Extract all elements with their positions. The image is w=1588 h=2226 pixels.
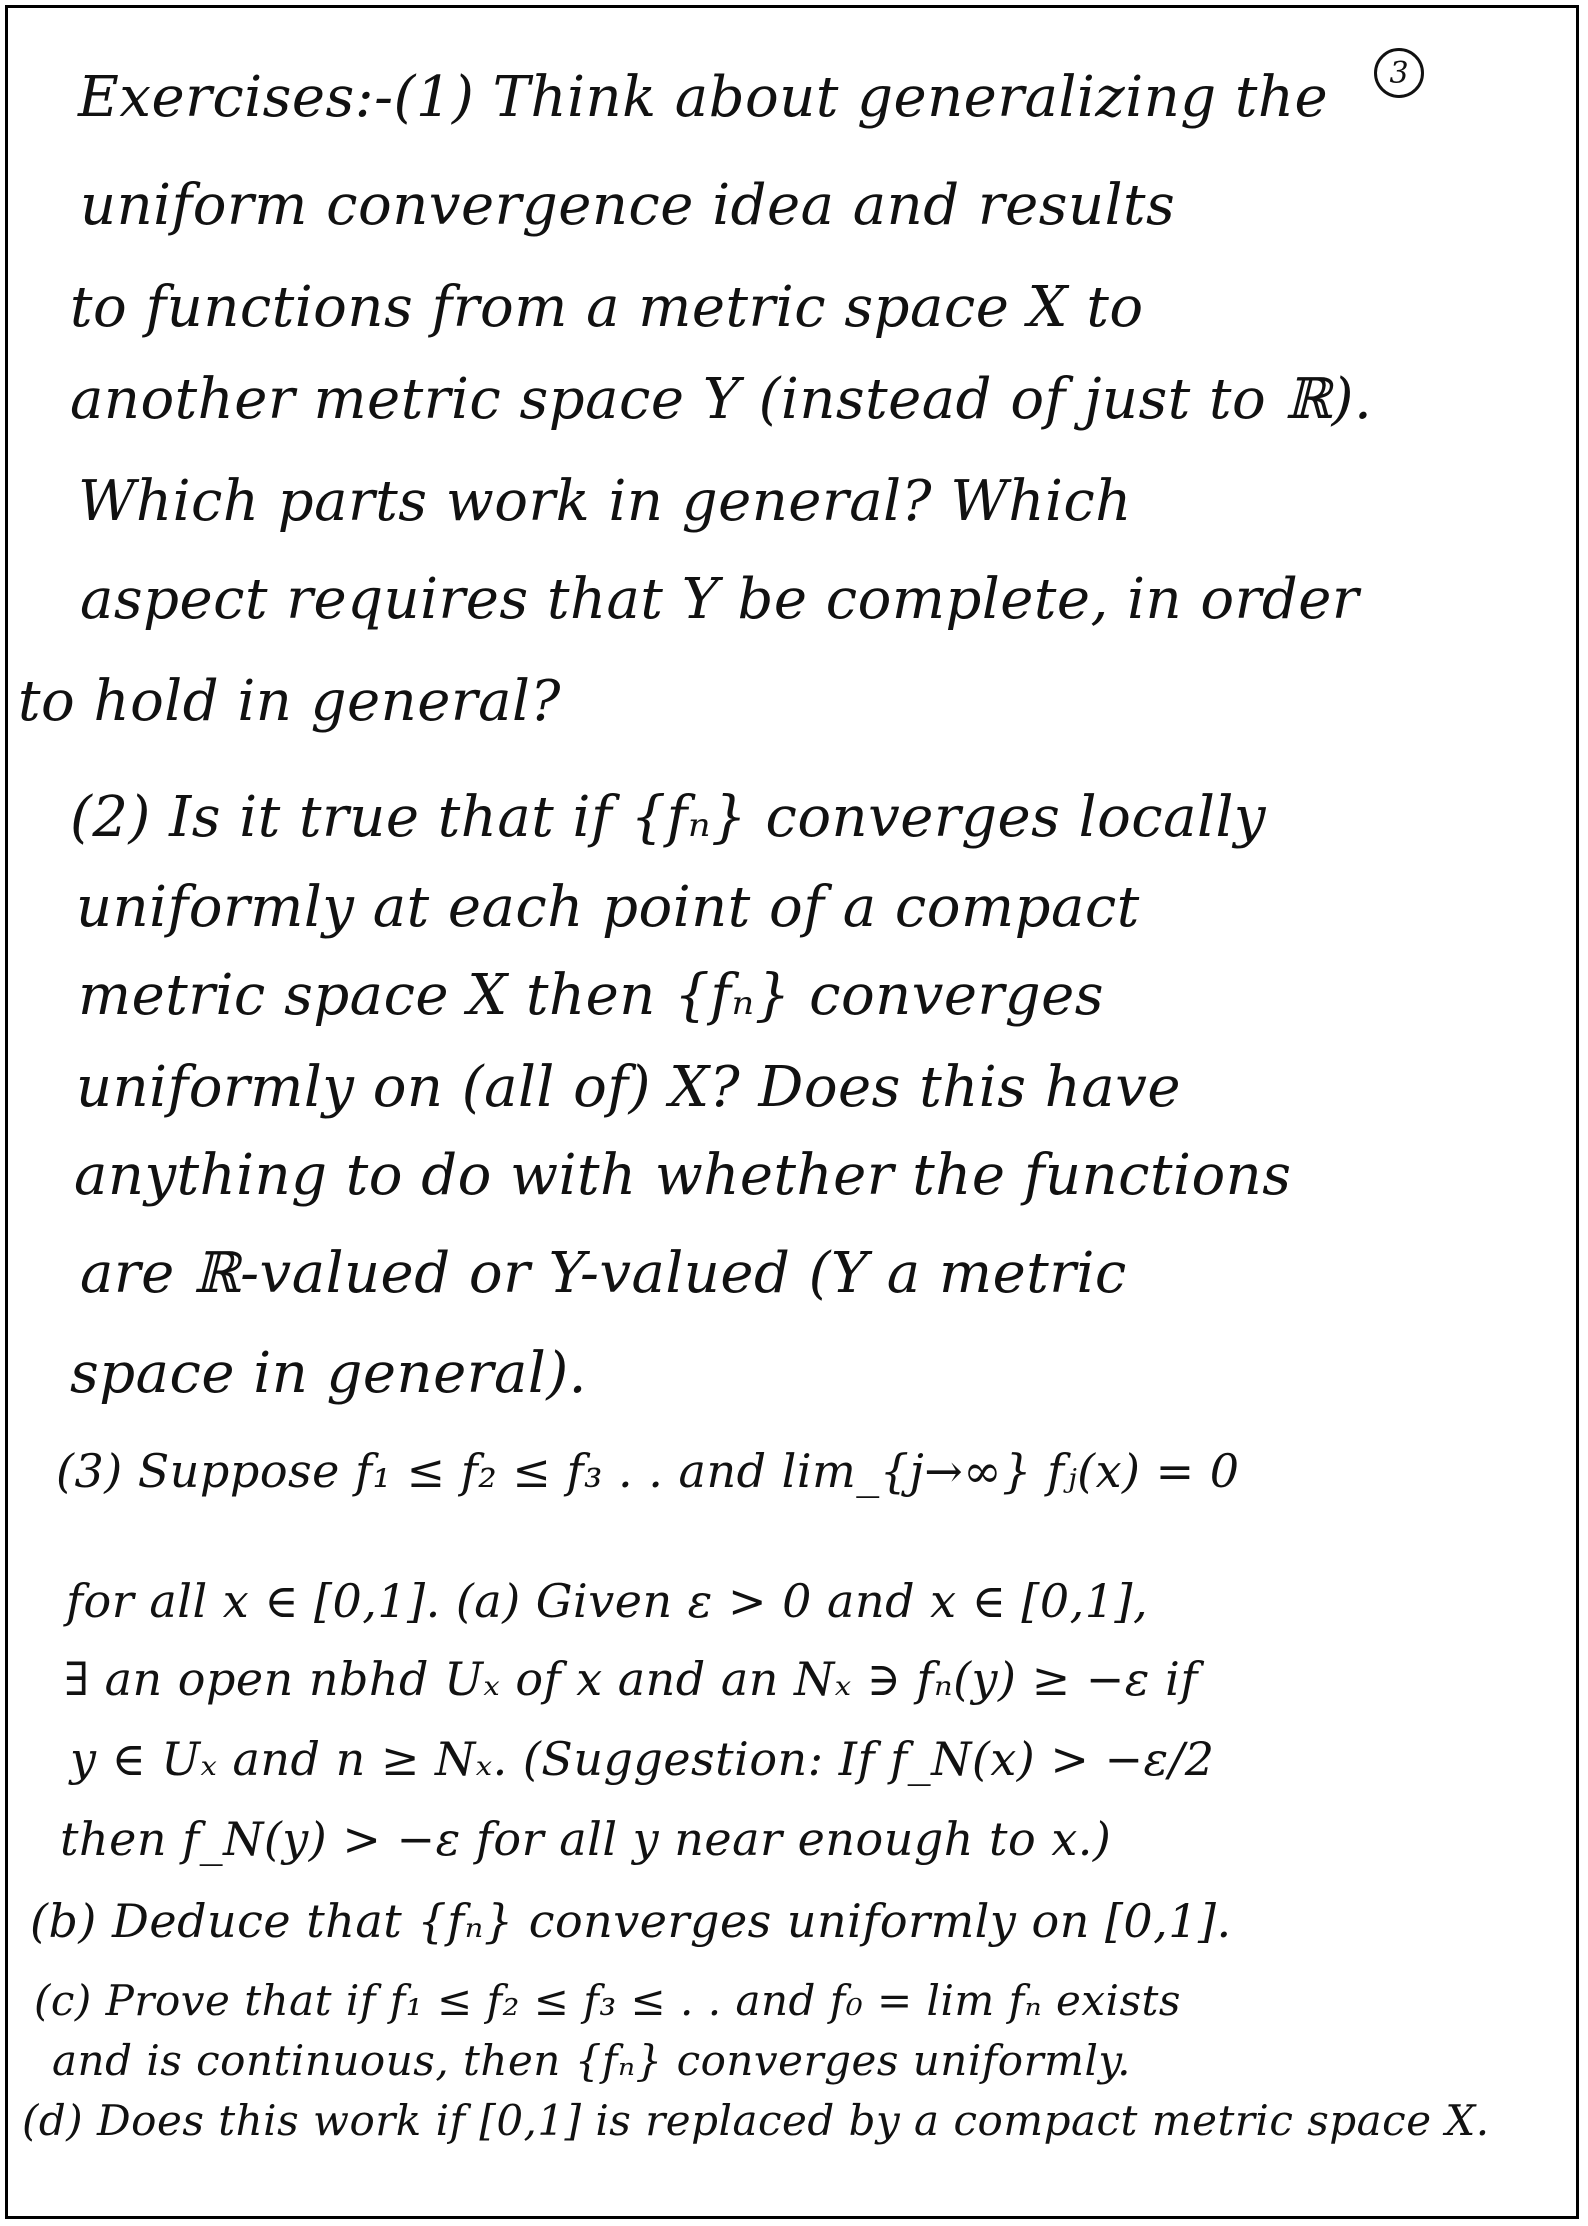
text-line: to hold in general? (18, 669, 561, 734)
text-line: space in general). (70, 1341, 587, 1406)
text-line: are ℝ-valued or Y-valued (Y a metric (80, 1241, 1127, 1306)
text-line: uniformly at each point of a compact (76, 875, 1140, 940)
text-line: (c) Prove that if f₁ ≤ f₂ ≤ f₃ ≤ . . and f₀ = lim fₙ exists (34, 1976, 1181, 2025)
text-line: ∃ an open nbhd Uₓ of x and an Nₓ ∋ fₙ(y) ≥ −ε if (64, 1652, 1198, 1706)
text-line: Exercises:-(1) Think about generalizing the (78, 65, 1329, 130)
text-line: uniform convergence idea and results (80, 173, 1176, 238)
text-line: aspect requires that Y be complete, in order (80, 567, 1360, 632)
text-line: to functions from a metric space X to (70, 275, 1144, 340)
text-line: for all x ∈ [0,1]. (a) Given ε > 0 and x ∈ [0,1], (66, 1574, 1149, 1628)
text-line: another metric space Y (instead of just to ℝ). (70, 367, 1373, 432)
text-line: (3) Suppose f₁ ≤ f₂ ≤ f₃ . . and lim_{j→∞} fⱼ(x) = 0 (56, 1444, 1240, 1498)
text-line: (b) Deduce that {fₙ} converges uniformly on [0,1]. (30, 1894, 1232, 1948)
text-line: anything to do with whether the functions (74, 1143, 1292, 1208)
text-line: (d) Does this work if [0,1] is replaced by a compact metric space X. (22, 2096, 1490, 2145)
text-line: and is continuous, then {fₙ} converges uniformly. (52, 2036, 1131, 2085)
text-line: y ∈ Uₓ and n ≥ Nₓ. (Suggestion: If f_N(x) > −ε/2 (70, 1732, 1215, 1786)
text-line: Which parts work in general? Which (78, 469, 1132, 534)
text-line: uniformly on (all of) X? Does this have (76, 1055, 1181, 1120)
text-line: (2) Is it true that if {fₙ} converges locally (70, 785, 1267, 850)
page-number: 3 (1374, 48, 1424, 98)
text-line: metric space X then {fₙ} converges (78, 963, 1105, 1028)
text-line: then f_N(y) > −ε for all y near enough to x.) (60, 1812, 1112, 1866)
